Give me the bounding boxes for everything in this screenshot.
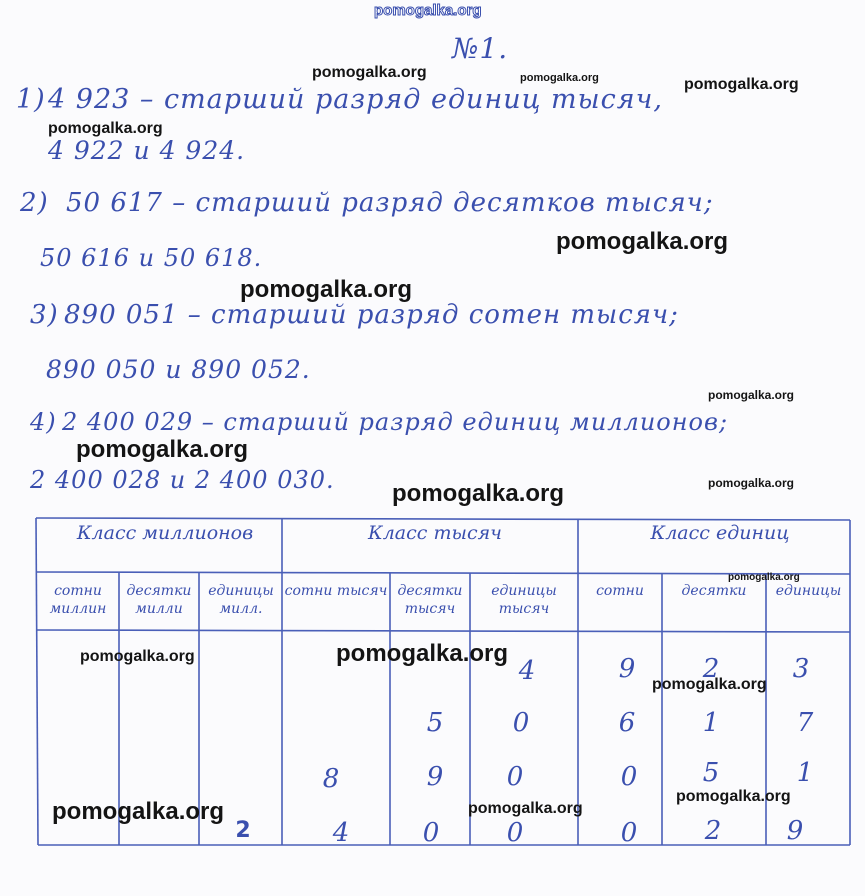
table-cell: 5 [702, 758, 720, 788]
watermark: pomogalka.org [80, 648, 195, 665]
column-header-hundred-thousands: сотни тысяч [284, 583, 388, 599]
table-cell: 9 [786, 816, 804, 846]
column-header-hundreds: сотни [596, 583, 644, 599]
watermark: pomogalka.org [684, 76, 799, 93]
line-6-text: 890 050 и 890 052. [46, 355, 311, 384]
line-1-item: 1) [16, 84, 46, 115]
table-cell: 4 [332, 818, 350, 848]
table-cell: 9 [618, 654, 636, 684]
class-header-millions: Класс миллионов [76, 522, 254, 544]
watermark: pomogalka.org [240, 276, 413, 303]
table-cell: 0 [620, 818, 638, 848]
table-cell: 2 [704, 816, 722, 846]
table-cell: 9 [426, 762, 444, 792]
column-header-ten-millions: десятки милли [126, 583, 192, 617]
watermark: pomogalka.org [392, 480, 565, 507]
table-cell: 1 [702, 708, 720, 738]
watermark: pomogalka.org [556, 228, 729, 255]
table-cell: 0 [506, 762, 524, 792]
table-cell: 0 [506, 818, 524, 848]
table-cell: 0 [422, 818, 440, 848]
line-5-text: 890 051 – старший разряд сотен тысяч; [64, 300, 679, 330]
line-2-text: 4 922 и 4 924. [48, 136, 246, 165]
watermark: pomogalka.org [676, 788, 791, 805]
line-7-item: 4) [30, 408, 57, 436]
table-cell: 7 [796, 708, 814, 738]
site-header-watermark: pomogalka.org [374, 2, 482, 19]
watermark: pomogalka.org [652, 676, 767, 693]
column-header-tens: десятки [681, 583, 747, 599]
line-7-text: 2 400 029 – старший разряд единиц миллионов; [62, 408, 729, 436]
column-header-thousands: единицы тысяч [491, 583, 557, 617]
class-header-thousands: Класс тысяч [368, 522, 502, 544]
watermark: pomogalka.org [708, 476, 795, 490]
watermark: pomogalka.org [468, 800, 583, 817]
table-cell: 4 [518, 656, 536, 686]
table-cell: 8 [322, 764, 340, 794]
table-cell: 0 [512, 708, 530, 738]
watermark: pomogalka.org [52, 798, 225, 825]
line-3-item: 2) [20, 188, 49, 218]
table-cell: 3 [792, 654, 810, 684]
table-cell: 2 [235, 818, 251, 843]
column-header-millions: единицы милл. [208, 583, 274, 617]
watermark: pomogalka.org [520, 72, 599, 84]
watermark: pomogalka.org [48, 120, 163, 137]
table-cell: 0 [620, 762, 638, 792]
task-number: №1. [452, 32, 509, 65]
line-8-text: 2 400 028 и 2 400 030. [30, 466, 335, 494]
column-header-units: единицы [775, 583, 842, 599]
line-5-item: 3) [30, 300, 59, 330]
watermark: pomogalka.org [728, 572, 800, 583]
line-3-text: 50 617 – старший разряд десятков тысяч; [66, 188, 714, 218]
table-cell: 1 [796, 758, 814, 788]
watermark: pomogalka.org [312, 64, 427, 81]
watermark: pomogalka.org [336, 640, 509, 667]
table-cell: 5 [426, 708, 444, 738]
class-header-units: Класс единиц [650, 522, 790, 544]
line-4-text: 50 616 и 50 618. [40, 244, 263, 272]
watermark: pomogalka.org [76, 436, 249, 463]
table-cell: 2 [702, 654, 720, 684]
column-header-hundred-millions: сотни миллин [49, 583, 107, 617]
table-cell: 6 [618, 708, 636, 738]
line-1-text: 4 923 – старший разряд единиц тысяч, [48, 84, 664, 115]
watermark: pomogalka.org [708, 388, 795, 402]
column-header-ten-thousands: десятки тысяч [397, 583, 463, 617]
